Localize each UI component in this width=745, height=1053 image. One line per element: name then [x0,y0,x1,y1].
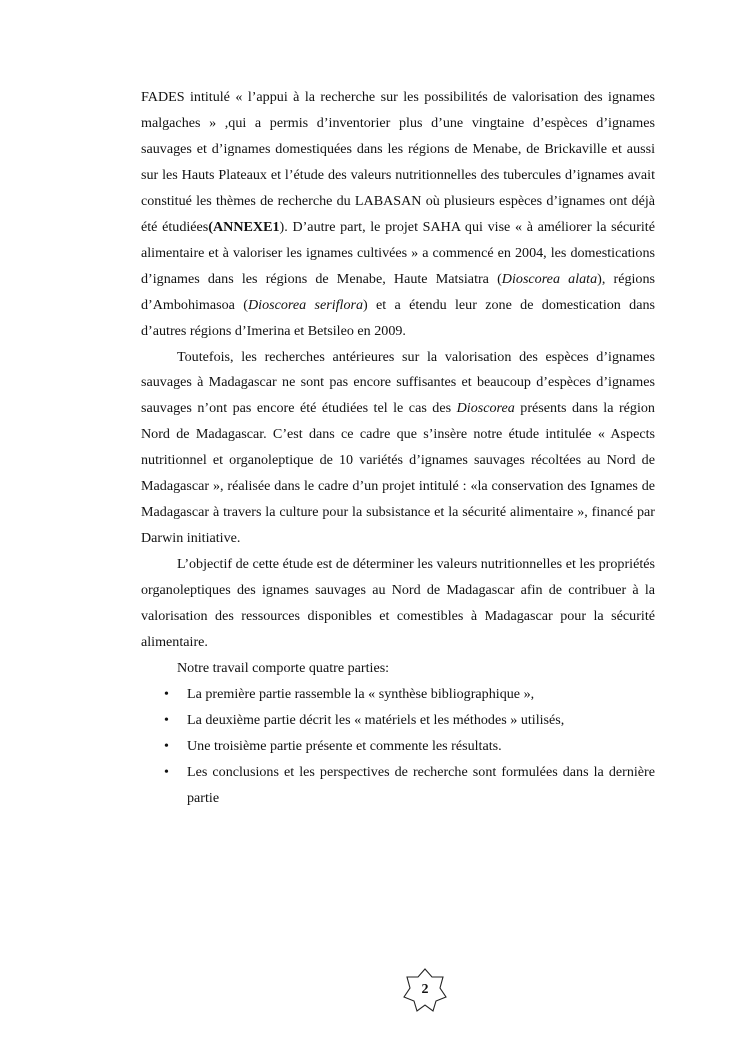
page-number: 2 [421,982,429,997]
list-item: • Une troisième partie présente et commente les résultats. [141,734,655,760]
paragraph-objective: L’objectif de cette étude est de déterminer les valeurs nutritionnelles et les propriétés organoleptiques des ignames sauvages au Nord de Madagascar afin de contribuer à la valorisation des ressources disponibles et comestibles à Madagascar pour la sécurité alimentaire. [141,556,655,651]
list-item: • La deuxième partie décrit les « matériels et les méthodes » utilisés, [141,708,655,734]
paragraph-outline-intro: Notre travail comporte quatre parties: [177,659,390,676]
species-name: Dioscorea alata [501,270,598,287]
list-item: • Les conclusions et les perspectives de recherche sont formulées dans la dernière partie [141,760,655,812]
genus-name: Dioscorea [456,400,515,417]
page-number-badge [403,968,447,1012]
list-item: • La première partie rassemble la « synthèse bibliographique », [141,682,655,708]
document-body [141,85,655,812]
outline-list [141,682,655,812]
annex-reference: (ANNEXE1 [208,218,280,235]
paragraph-problem: Toutefois, les recherches antérieures sur la valorisation des espèces d’ignames sauvages à Madagascar ne sont pas encore suffisantes et beaucoup d’espèces d’ignames sauvages n’ont pas encore été étudiées tel le cas des Dioscorea présents dans la région Nord de Madagascar. C’est dans ce cadre que s’insère notre étude intitulée « Aspects nutritionnel et organoleptique de 10 variétés d’ignames sauvages récoltées au Nord de Madagascar », réalisée dans le cadre d’un projet intitulé : «la conservation des Ignames de Madagascar à travers la culture pour la subsistance et la sécurité alimentaire », financé par Darwin initiative. [141,348,655,547]
paragraph-context: FADES intitulé « l’appui à la recherche sur les possibilités de valorisation des ignames malgaches » ,qui a permis d’inventorier plus d’une vingtaine d’espèces d’ignames sauvages et d’ignames domestiquées dans les régions de Menabe, de Brickaville et aussi sur les Hauts Plateaux et l’étude des valeurs nutritionnelles des tubercules d’ignames avait constitué les thèmes de recherche du LABASAN où plusieurs espèces d’ignames ont déjà été étudiées(ANNEXE1). D’autre part, le projet SAHA qui vise « à améliorer la sécurité alimentaire et à valoriser les ignames cultivées » a commencé en 2004, les domestications d’ignames dans les régions de Menabe, Haute Matsiatra (Dioscorea alata), régions d’Ambohimasoa (Dioscorea seriflora) et a étendu leur zone de domestication dans d’autres régions d’Imerina et Betsileo en 2009. [141,89,655,339]
species-name: Dioscorea seriflora [247,296,364,313]
